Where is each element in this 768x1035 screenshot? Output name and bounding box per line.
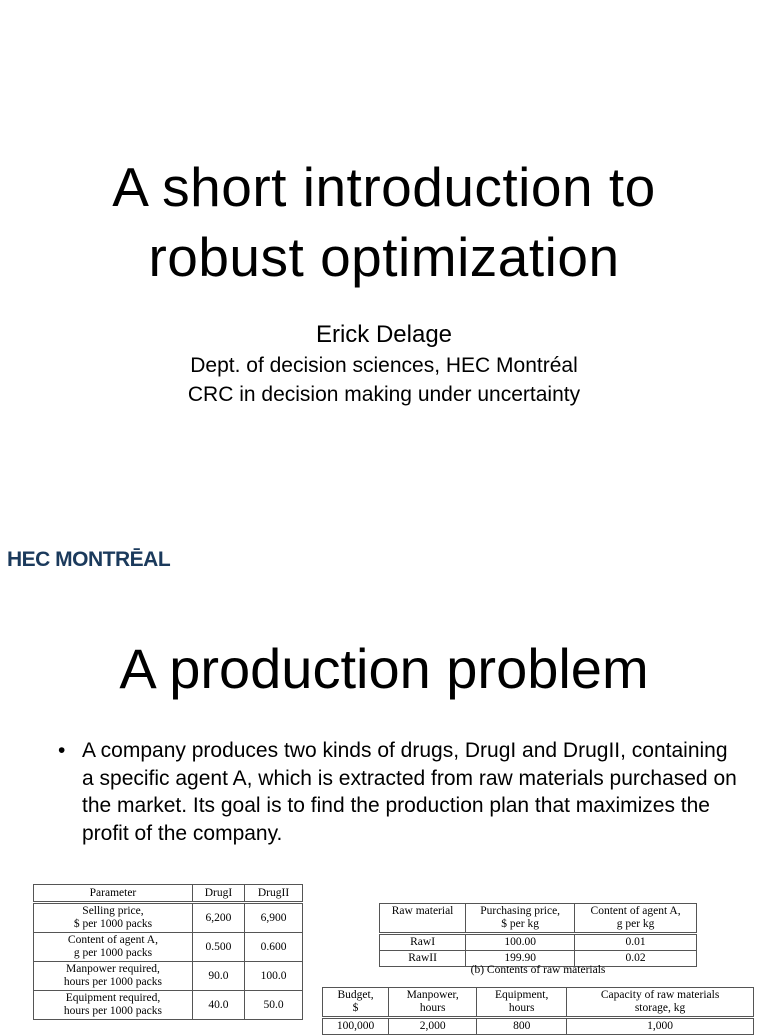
header-cell: Content of agent A, g per kg <box>575 904 697 934</box>
table-cell: 0.01 <box>575 934 697 951</box>
table-cell: Selling price, $ per 1000 packs <box>34 903 193 933</box>
header-cell: Raw material <box>380 904 466 934</box>
table-cell: Content of agent A, g per 1000 packs <box>34 933 193 962</box>
table-header-row <box>380 904 697 934</box>
drug-parameters-table <box>33 884 303 1020</box>
logo-text: HEC MONTRĒAL <box>7 548 171 571</box>
table-cell: Equipment required, hours per 1000 packs <box>34 991 193 1020</box>
header-cell: Equipment, hours <box>477 988 567 1018</box>
bullet-icon: • <box>58 739 66 762</box>
hec-montreal-logo <box>7 544 183 572</box>
table-cell: 0.500 <box>192 933 244 962</box>
table-cell: 40.0 <box>192 991 244 1020</box>
slide-title: A production problem <box>119 637 649 700</box>
table-caption: (b) Contents of raw materials <box>470 964 606 976</box>
header-cell: Parameter <box>34 885 193 903</box>
affiliation-department: Dept. of decision sciences, HEC Montréal <box>190 354 578 377</box>
table-cell: RawI <box>380 934 466 951</box>
table-header-row <box>34 885 303 903</box>
table-row <box>34 933 303 962</box>
table-cell: 2,000 <box>389 1018 477 1035</box>
table-cell: 199.90 <box>466 951 575 967</box>
header-cell: DrugII <box>245 885 303 903</box>
bullet-text: A company produces two kinds of drugs, DrugI and DrugII, containing a specific agent A, which is extracted from raw materials purchased on the market. Its goal is to find the production plan that maximizes the profit of the company. <box>82 739 737 845</box>
table-cell: 50.0 <box>245 991 303 1020</box>
table-cell: 6,200 <box>192 903 244 933</box>
table-cell: 100,000 <box>323 1018 389 1035</box>
table-cell: RawII <box>380 951 466 967</box>
header-cell: Purchasing price, $ per kg <box>466 904 575 934</box>
table-row <box>323 1018 754 1035</box>
header-cell: Budget, $ <box>323 988 389 1018</box>
slide-title: A short introduction to robust optimization <box>112 156 656 288</box>
table-row <box>34 991 303 1020</box>
table-cell: 90.0 <box>192 962 244 991</box>
table-row <box>380 934 697 951</box>
table-cell: Manpower required, hours per 1000 packs <box>34 962 193 991</box>
table-cell: 800 <box>477 1018 567 1035</box>
table-cell: 0.02 <box>575 951 697 967</box>
table-cell: 1,000 <box>567 1018 754 1035</box>
table-cell: 6,900 <box>245 903 303 933</box>
raw-materials-table <box>379 903 697 967</box>
author-name: Erick Delage <box>315 321 453 348</box>
table-cell: 100.00 <box>466 934 575 951</box>
table-row <box>34 962 303 991</box>
header-cell: Manpower, hours <box>389 988 477 1018</box>
table-cell: 0.600 <box>245 933 303 962</box>
resources-table <box>322 987 754 1035</box>
header-cell: Capacity of raw materials storage, kg <box>567 988 754 1018</box>
table-row <box>34 903 303 933</box>
table-cell: 100.0 <box>245 962 303 991</box>
affiliation-chair: CRC in decision making under uncertainty <box>187 383 581 406</box>
content-slide <box>0 600 768 1032</box>
bullet-item <box>58 737 738 847</box>
header-cell: DrugI <box>192 885 244 903</box>
table-header-row <box>323 988 754 1018</box>
